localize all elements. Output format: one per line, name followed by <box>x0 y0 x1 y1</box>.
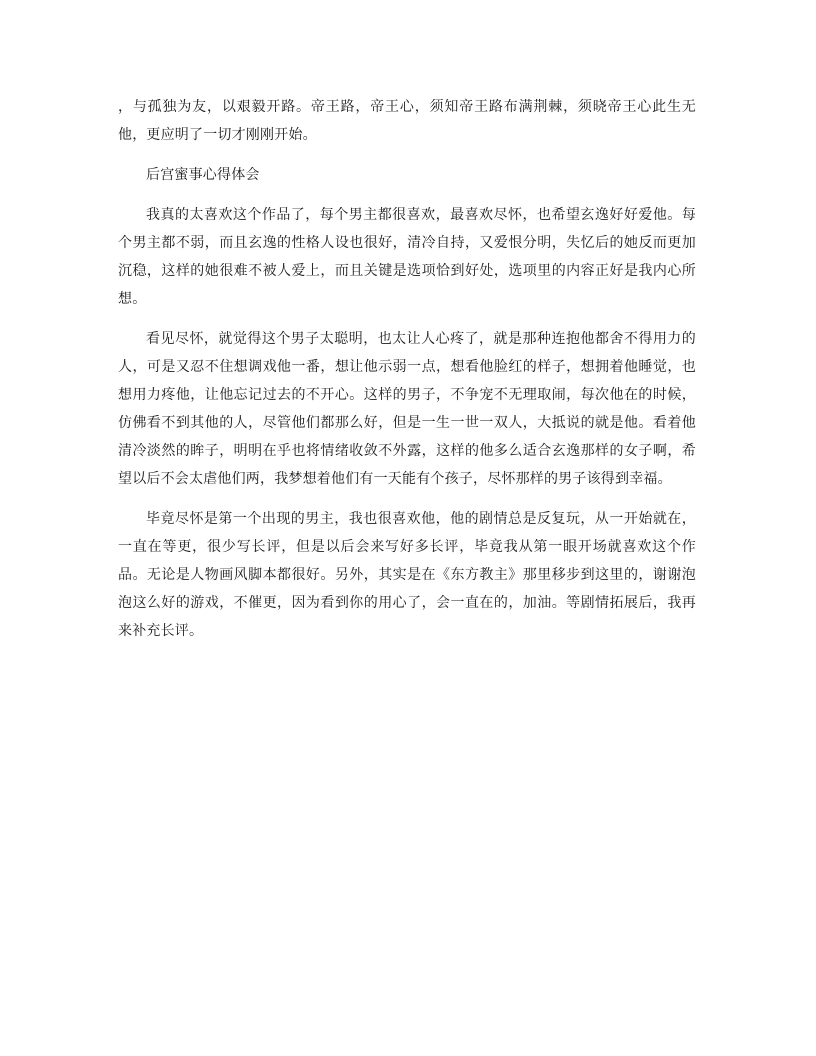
paragraph: 看见尽怀，就觉得这个男子太聪明，也太让人心疼了，就是那种连抱他都舍不得用力的人，可是又忍不住想调戏他一番，想让他示弱一点，想看他脸红的样子，想拥着他睡觉，也想用力疼他，让他忘记过去的不开心。这样的男子，不争宠不无理取闹，每次他在的时候，仿佛看不到其他的人，尽管他们都那么好，但是一生一世一双人，大抵说的就是他。看着他清冷淡然的眸子，明明在乎也将情绪收敛不外露，这样的他多么适合玄逸那样的女子啊，希望以后不会太虐他们两，我梦想着他们有一天能有个孩子，尽怀那样的男子该得到幸福。 <box>118 331 696 487</box>
paragraph: 毕竟尽怀是第一个出现的男主，我也很喜欢他，他的剧情总是反复玩，从一开始就在，一直在等更，很少写长评，但是以后会来写好多长评，毕竟我从第一眼开场就喜欢这个作品。无论是人物画风脚本都很好。另外，其实是在《东方教主》那里移步到这里的，谢谢泡泡这么好的游戏，不催更，因为看到你的用心了，会一直在的，加油。等剧情拓展后，我再来补充长评。 <box>118 511 696 639</box>
document-body <box>118 93 696 657</box>
paragraph-continuation: ，与孤独为友，以艰毅开路。帝王路，帝王心，须知帝王路布满荆棘，须晓帝王心此生无他，更应明了一切才刚刚开始。 <box>118 99 696 143</box>
paragraph: 我真的太喜欢这个作品了，每个男主都很喜欢，最喜欢尽怀，也希望玄逸好好爱他。每个男主都不弱，而且玄逸的性格人设也很好，清冷自持，又爱恨分明，失忆后的她反而更加沉稳，这样的她很难不被人爱上，而且关键是选项恰到好处，选项里的内容正好是我内心所想。 <box>118 207 696 307</box>
section-heading: 后宫蜜事心得体会 <box>146 167 260 183</box>
